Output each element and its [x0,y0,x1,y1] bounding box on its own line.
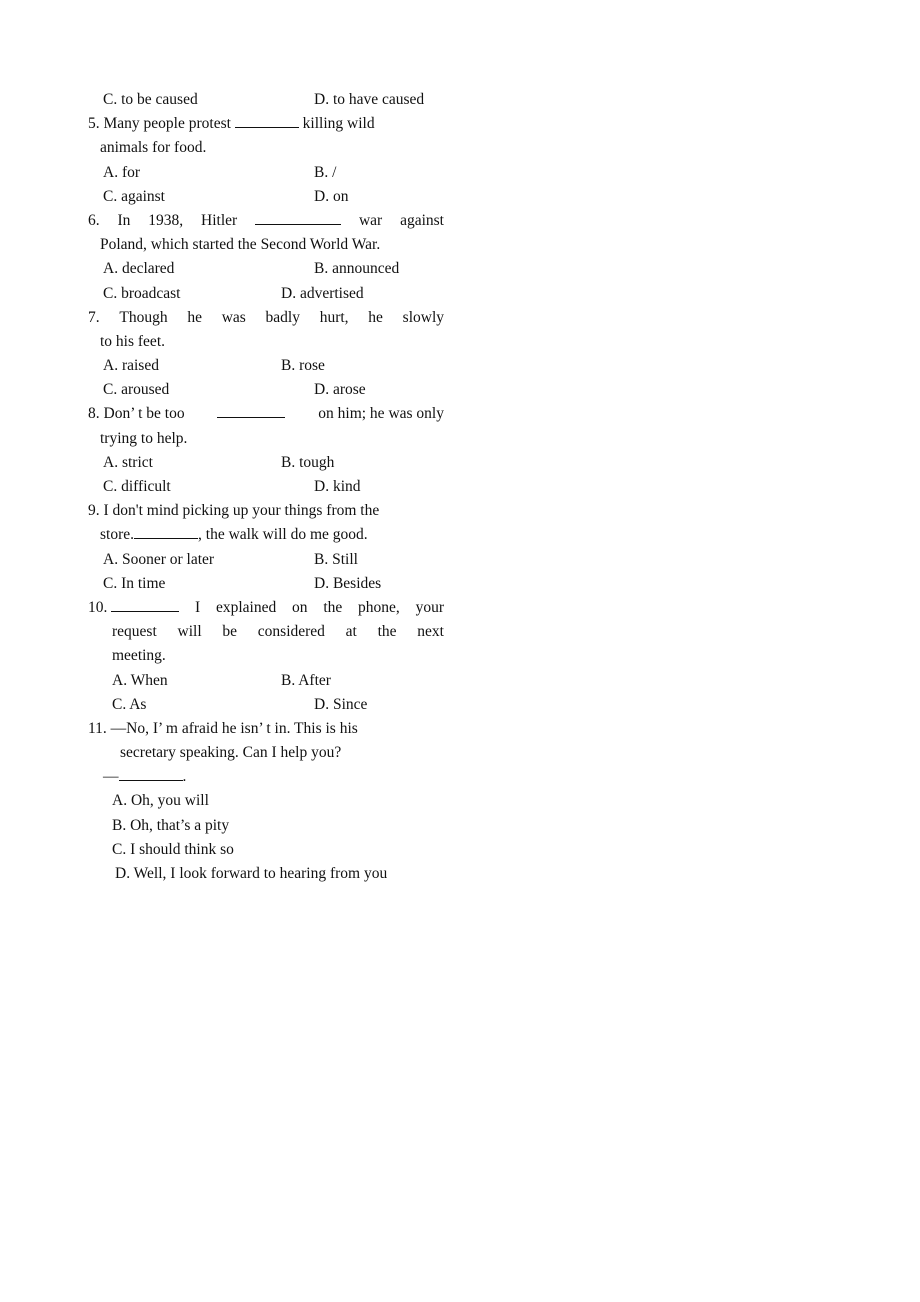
q11-option-c: C. I should think so [112,840,234,858]
q10-word: on [292,598,308,616]
q6-word: war [358,211,383,229]
q8-blank [217,402,285,418]
q7-word: he [187,308,202,326]
q7-word: slowly [402,308,444,326]
q9-option-a: A. Sooner or later [103,550,215,568]
q7-options-ab [88,354,444,378]
q5-stem-cont: animals for food. [100,139,207,157]
q10-options-ab [88,669,444,693]
q7-number: 7. [88,308,100,326]
q9-blank [134,523,198,539]
q10-word: will [177,623,202,641]
q10-number: 10. [88,598,108,616]
q5-option-a: A. for [103,163,141,181]
q10-stem-cont [112,620,444,644]
q6-options-cd [88,282,444,306]
q11-blank [119,765,183,781]
q8-text-pre [88,402,185,426]
q6-word: In [117,211,131,229]
q4-option-d: D. to have caused [314,91,425,108]
q8-option-b: B. tough [281,453,335,471]
q10-word: the [323,598,343,616]
q10-word: phone, [358,598,400,616]
q10-word: next [417,623,444,641]
q10-word: request [112,623,157,641]
q4-option-c: C. to be caused [103,91,198,108]
q9-option-b: B. Still [314,550,358,568]
q8-text-post: on him; he was only [318,405,444,423]
q6-option-a: A. declared [103,260,175,278]
q6-stem-cont: Poland, which started the Second World War. [100,236,381,254]
q9-text-pre: store. [100,526,135,544]
q11-option-a: A. Oh, you will [112,792,209,810]
q10-word: considered [257,623,325,641]
q7-word: Though [119,308,168,326]
question-column [88,88,444,886]
q9-stem: 9. I don't mind picking up your things from the [88,502,380,520]
q6-option-b: B. announced [314,260,400,278]
q10-word: explained [215,598,277,616]
q10-option-d: D. Since [314,695,368,713]
q7-word: was [221,308,246,326]
q10-word: I [195,598,201,616]
q7-option-b: B. rose [281,357,325,375]
q5-option-c: C. against [103,187,165,205]
q5-options-ab [88,161,444,185]
q7-word: hurt, [319,308,349,326]
q8-option-a: A. strict [103,453,153,471]
q11-stem-cont: secretary speaking. Can I help you? [120,744,342,762]
q6-stem [88,209,444,233]
q6-options-ab [88,257,444,281]
q7-option-d: D. arose [314,381,366,399]
q9-option-d: D. Besides [314,574,382,592]
q6-word: Hitler [201,211,238,229]
q5-text-post: killing wild [302,115,375,133]
q5-text-pre: Many people protest [103,115,231,133]
q5-number: 5. [88,115,100,133]
q10-word: the [377,623,397,641]
q11-response [88,765,444,789]
q10-word: be [222,623,238,641]
q10-stem-cont2: meeting. [112,647,166,665]
q9-option-c: C. In time [103,574,166,592]
q11-dash: — [103,768,119,786]
q11-option-d: D. Well, I look forward to hearing from you [115,865,388,882]
q6-word: against [400,211,444,229]
q6-option-c: C. broadcast [103,284,181,302]
q8-text: Don’ t be too [103,405,185,423]
q5-option-b: B. / [314,163,337,181]
q6-word: 1938, [148,211,184,229]
q8-options-cd [88,475,444,499]
q8-number: 8. [88,405,100,423]
q10-blank [111,596,179,612]
q5-stem [88,112,444,136]
q10-option-c: C. As [112,695,147,713]
q10-option-a: A. When [112,671,168,689]
q11-stem: 11. —No, I’ m afraid he isn’ t in. This is his [88,719,358,737]
q10-word: at [345,623,357,641]
q10-options-cd [88,693,444,717]
q8-option-d: D. kind [314,478,361,495]
q9-text-post: , the walk will do me good. [198,526,368,544]
q7-options-cd [88,378,444,402]
q10-option-b: B. After [281,671,331,689]
q6-option-d: D. advertised [281,284,364,302]
q8-options-ab [88,451,444,475]
q4-options-cd [88,88,444,112]
q11-option-b: B. Oh, that’s a pity [112,816,230,834]
q6-number: 6. [88,211,100,229]
q10-stem [88,596,444,620]
q10-word: your [415,598,444,616]
q5-blank [235,112,299,128]
q8-stem-cont: trying to help. [100,429,188,447]
q7-stem-cont: to his feet. [100,332,165,350]
q9-options-ab [88,548,444,572]
q7-option-c: C. aroused [103,381,170,399]
q9-options-cd [88,572,444,596]
q8-stem [88,402,444,426]
q9-stem-cont [88,523,444,547]
q7-option-a: A. raised [103,357,159,375]
q11-period: . [182,768,187,786]
q6-blank [255,209,341,225]
q5-option-d: D. on [314,187,349,205]
q5-options-cd [88,185,444,209]
q7-stem [88,306,444,330]
q8-option-c: C. difficult [103,478,171,495]
q7-word: he [368,308,383,326]
q10-lead [88,596,179,620]
q7-word: badly [265,308,300,326]
